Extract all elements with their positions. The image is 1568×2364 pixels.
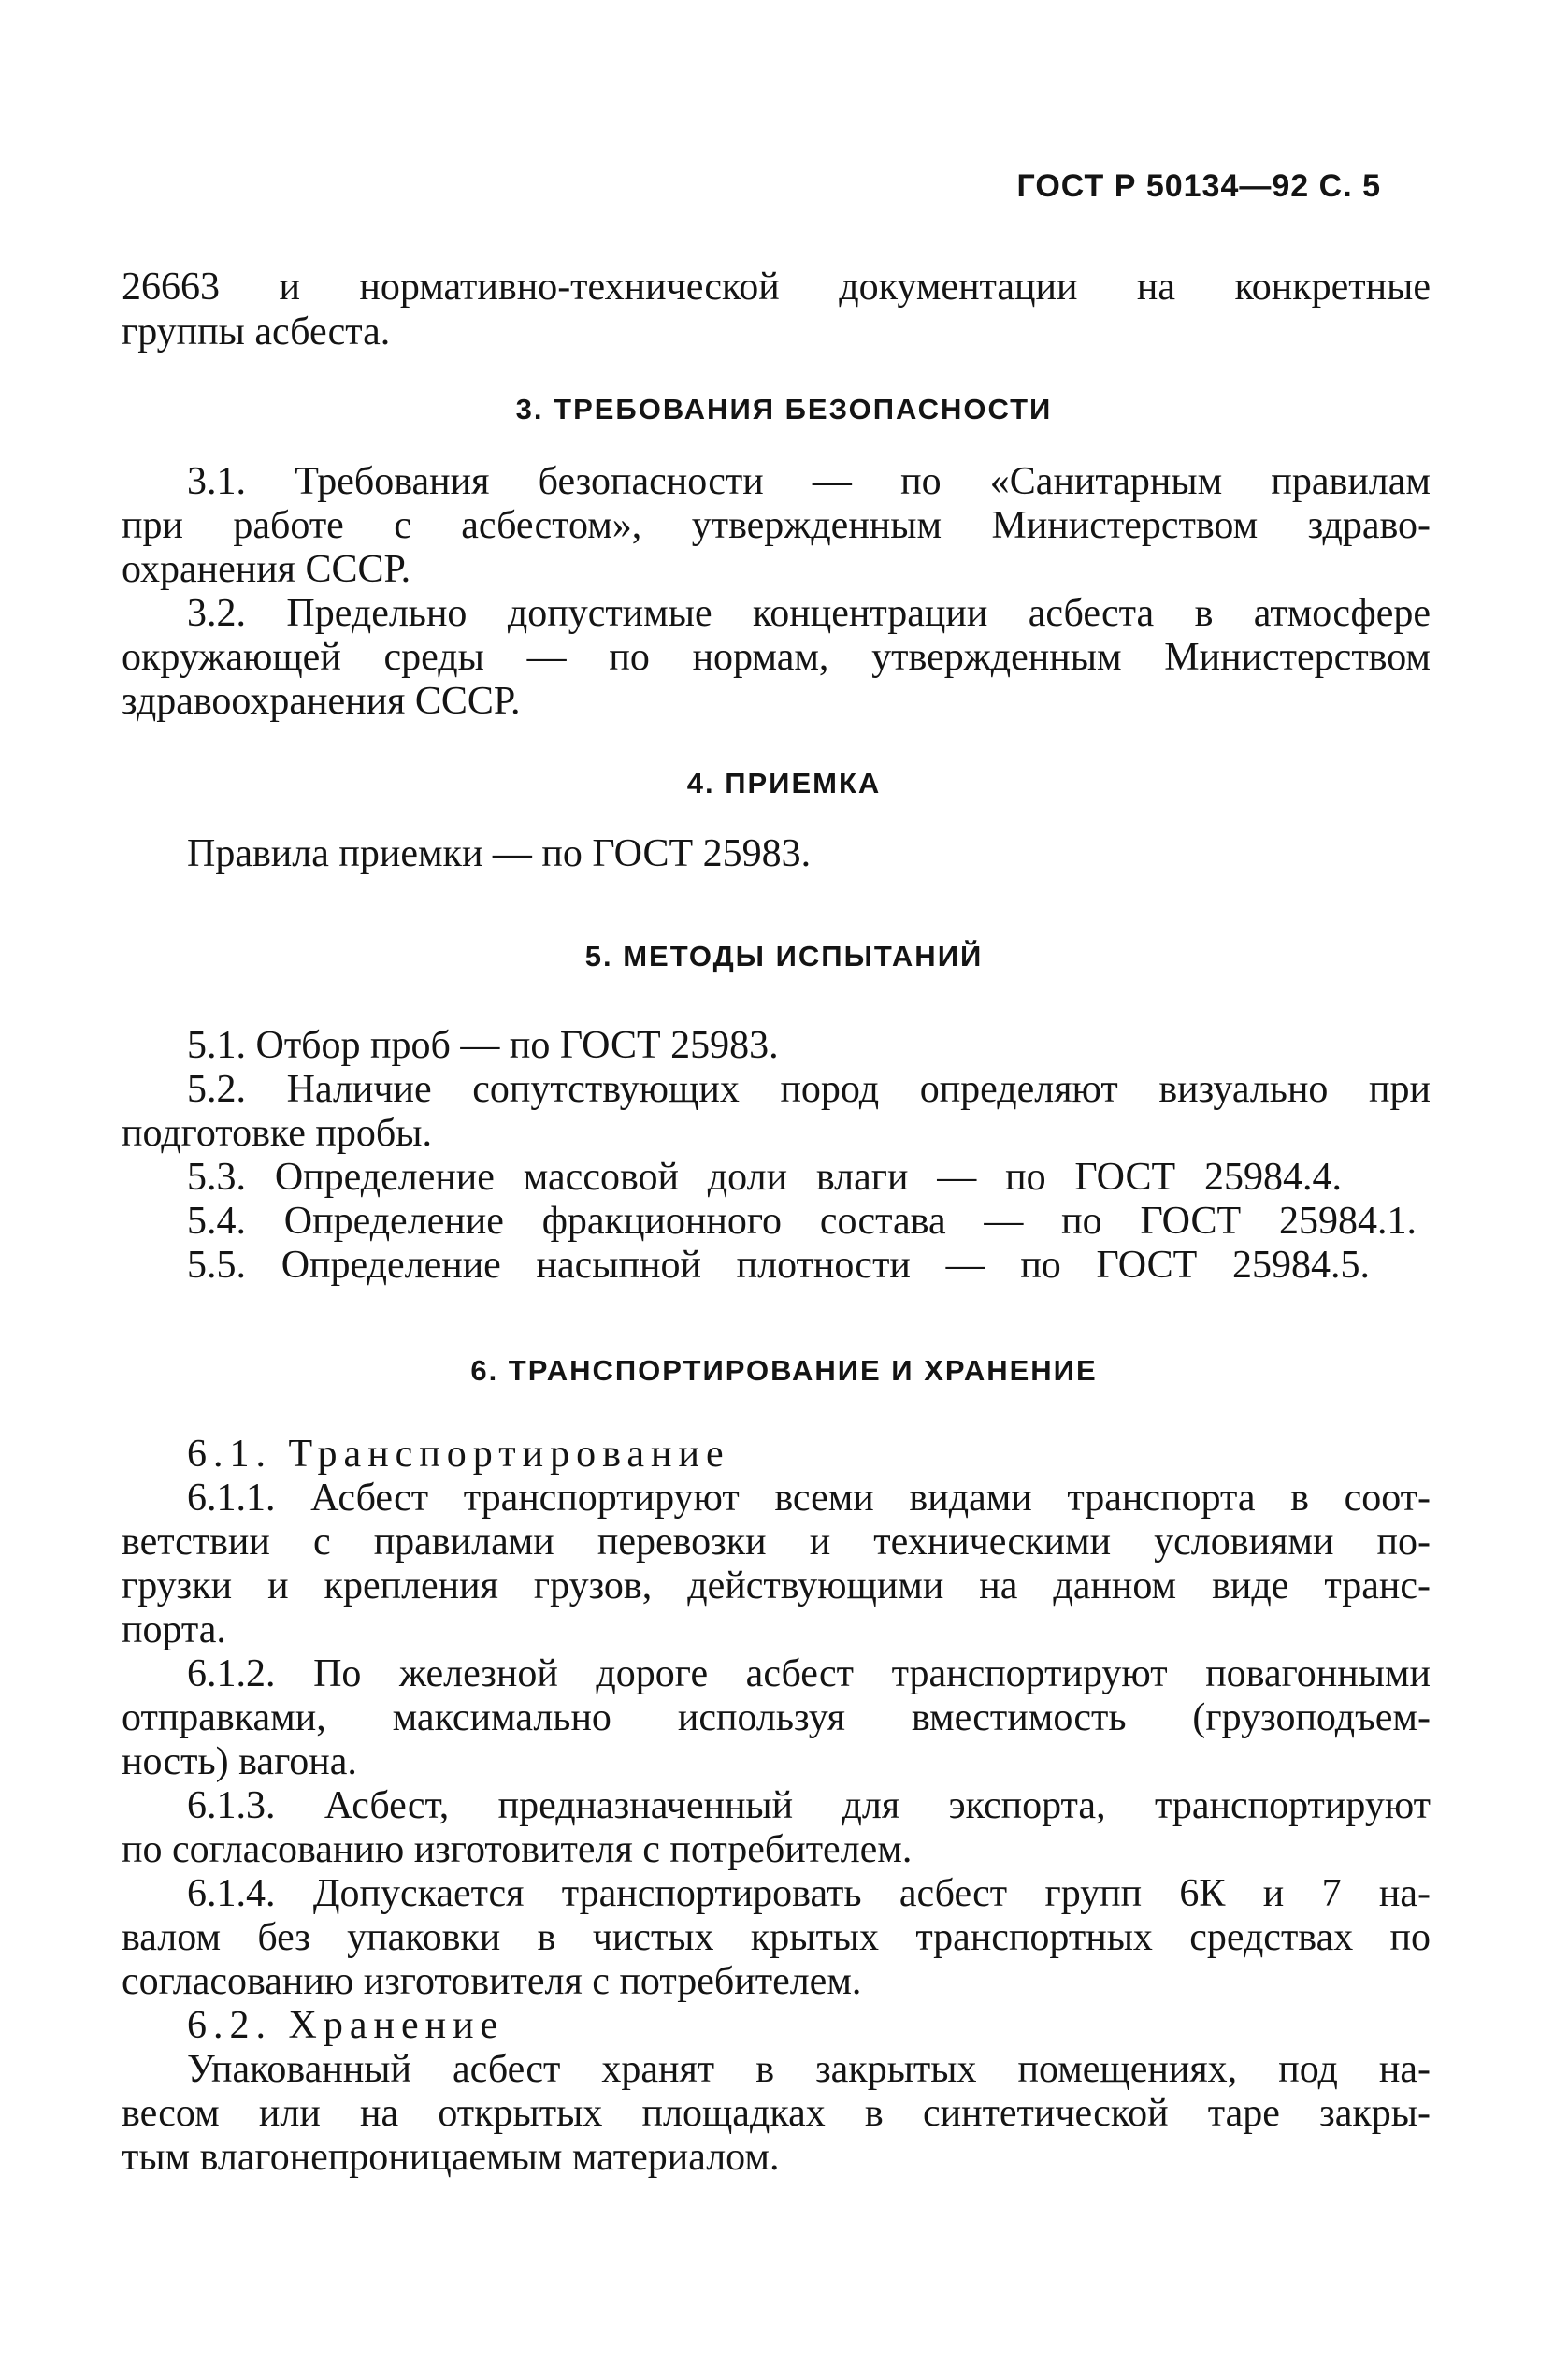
paragraph-line: грузки и крепления грузов, действующими на данном виде транс- — [122, 1564, 1431, 1607]
section-3-heading: 3. ТРЕБОВАНИЯ БЕЗОПАСНОСТИ — [515, 393, 1053, 425]
page-header: ГОСТ Р 50134—92 С. 5 — [1016, 168, 1381, 204]
section-4-heading: 4. ПРИЕМКА — [686, 767, 882, 800]
section-5-heading: 5. МЕТОДЫ ИСПЫТАНИЙ — [584, 940, 984, 973]
section-6-heading: 6. ТРАНСПОРТИРОВАНИЕ И ХРАНЕНИЕ — [470, 1354, 1098, 1387]
paragraph-line: по согласованию изготовителя с потребителем. — [122, 1828, 913, 1871]
paragraph-line: 6.1.1. Асбест транспортируют всеми видами транспорта в соот- — [187, 1477, 1431, 1520]
paragraph-line: 6.1.4. Допускается транспортировать асбест групп 6К и 7 на- — [187, 1872, 1431, 1915]
subsection-title: 6.1. Транспортирование — [187, 1433, 730, 1476]
paragraph-line: охранения СССР. — [122, 548, 411, 591]
paragraph-line: согласованию изготовителя с потребителем. — [122, 1960, 862, 2003]
paragraph-line: 6.1.3. Асбест, предназначенный для экспорта, транспортируют — [187, 1784, 1431, 1827]
paragraph-line: весом или на открытых площадках в синтетической таре закры- — [122, 2092, 1431, 2135]
paragraph-line: подготовке пробы. — [122, 1112, 432, 1155]
paragraph-line: ность) вагона. — [122, 1740, 357, 1783]
paragraph-line: тым влагонепроницаемым материалом. — [122, 2136, 780, 2179]
paragraph-line: Правила приемки — по ГОСТ 25983. — [187, 832, 812, 875]
paragraph-line: порта. — [122, 1608, 226, 1651]
intro-line: группы асбеста. — [122, 310, 391, 353]
paragraph-line: валом без упаковки в чистых крытых транспортных средствах по — [122, 1916, 1431, 1959]
paragraph-line: отправками, максимально используя вместимость (грузоподъем- — [122, 1696, 1431, 1739]
paragraph-line: Упакованный асбест хранят в закрытых помещениях, под на- — [187, 2048, 1431, 2091]
paragraph-line: 3.1. Требования безопасности — по «Санитарным правилам — [187, 460, 1431, 503]
paragraph-line: 5.3. Определение массовой доли влаги — по ГОСТ 25984.4. — [187, 1156, 1342, 1199]
subsection-title: 6.2. Хранение — [187, 2004, 505, 2047]
paragraph-line: 6.1.2. По железной дороге асбест транспортируют повагонными — [187, 1652, 1431, 1695]
paragraph-line: 5.4. Определение фракционного состава — по ГОСТ 25984.1. — [187, 1200, 1417, 1243]
paragraph-line: здравоохранения СССР. — [122, 680, 521, 723]
paragraph-line: при работе с асбестом», утвержденным Министерством здраво- — [122, 504, 1431, 547]
paragraph-line: 5.1. Отбор проб — по ГОСТ 25983. — [187, 1024, 779, 1067]
paragraph-line: 5.5. Определение насыпной плотности — по ГОСТ 25984.5. — [187, 1244, 1370, 1287]
paragraph-line: 5.2. Наличие сопутствующих пород определяют визуально при — [187, 1068, 1431, 1111]
paragraph-line: окружающей среды — по нормам, утвержденным Министерством — [122, 636, 1431, 679]
paragraph-line: 3.2. Предельно допустимые концентрации асбеста в атмосфере — [187, 592, 1431, 635]
intro-line: 26663 и нормативно-технической документации на конкретные — [122, 266, 1431, 309]
paragraph-line: ветствии с правилами перевозки и техническими условиями по- — [122, 1521, 1431, 1564]
